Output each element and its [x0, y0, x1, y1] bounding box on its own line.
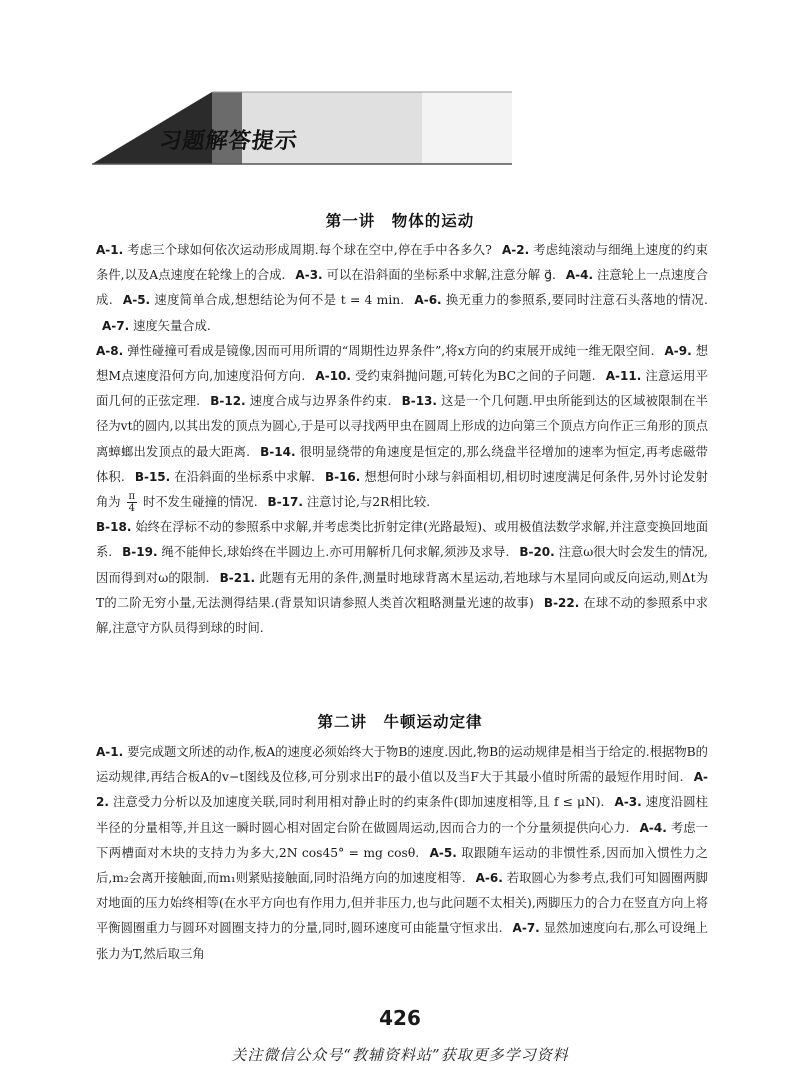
- chapter-title: 习题解答提示: [157, 129, 300, 154]
- item-label: A-6.: [414, 293, 442, 308]
- item-label: B-16.: [324, 469, 361, 484]
- item-label: B-17.: [267, 495, 303, 510]
- item-text: 速度矢量合成.: [133, 318, 211, 333]
- item-label: B-15.: [134, 469, 171, 484]
- item-text: 换无重力的参照系,要同时注意石头落地的情况.: [445, 293, 708, 308]
- item-label: A-2.: [96, 770, 708, 810]
- item-text: 取跟随车运动的非惯性系,因而加入惯性力之后,m₂会离开接触面,而m₁则紧贴接触面,同时沿绳方向的加速度相等.: [96, 845, 708, 886]
- item-label: A-8.: [96, 343, 124, 358]
- section-1-title: 第一讲 物体的运动: [325, 212, 475, 230]
- item-text: 注意ω很大时会发生的情况,因而得到对ω的限制.: [96, 545, 708, 585]
- item-label: A-7.: [102, 318, 130, 333]
- item-label: B-20.: [519, 545, 555, 560]
- item-label: A-3.: [614, 795, 642, 810]
- item-label: B-14.: [260, 444, 296, 459]
- item-text: 始终在浮标不动的参照系中求解,并考虑类比折射定律(光路最短)、或用极值法数学求解,并注意变换回地面系.: [96, 520, 708, 560]
- item-text: 速度沿圆柱半径的分量相等,并且这一瞬时圆心相对固定台阶在做圆周运动,因而合力的一个分量须提供向心力.: [96, 795, 708, 835]
- item-text: 显然加速度向右,那么可设绳上张力为T,然后取三角: [96, 921, 708, 961]
- item-label: A-6.: [475, 871, 503, 886]
- item-text: 可以在沿斜面的坐标系中求解,注意分解 g⃗.: [326, 268, 556, 283]
- item-label: A-2.: [501, 243, 530, 257]
- fraction-numerator: π: [128, 491, 136, 503]
- item-text: 速度简单合成,想想结论为何不是 t = 4 min.: [154, 293, 405, 308]
- item-label: B-22.: [543, 595, 580, 610]
- chapter-banner: [92, 88, 512, 168]
- item-text: 考虑纯滚动与细绳上速度的约束条件,以及A点速度在轮缘上的合成.: [96, 243, 708, 283]
- section-1-body: [96, 238, 708, 641]
- section-1-paragraph: [96, 238, 708, 641]
- item-text: 时不发生碰撞的情况.: [143, 495, 258, 510]
- item-label: A-4.: [639, 820, 667, 835]
- item-text: 在球不动的参照系中求解,注意守方队员得到球的时间.: [96, 595, 708, 636]
- item-text: 注意受力分析以及加速度关联,同时利用相对静止时的约束条件(即加速度相等,且 f ≤ μN).: [113, 795, 605, 810]
- item-label: B-21.: [219, 570, 256, 585]
- item-text: 想想何时小球与斜面相切,相切时速度满足何条件,另外讨论发射角为: [96, 469, 708, 510]
- item-label: A-1.: [96, 745, 124, 759]
- item-label: B-12.: [210, 394, 246, 409]
- page-number: 426: [379, 1006, 421, 1030]
- item-text: 若取圆心为参考点,我们可知圆圈两脚对地面的压力始终相等(在水平方向也有作用力,但并非压力,也与此问题不太相关),两脚压力的合力在竖直方向上将平衡圆圈重力与圆环对圆圈支持力的分量,同时,圆环速度可由能量守恒求出.: [96, 871, 708, 936]
- item-label: A-9.: [664, 343, 692, 358]
- item-label: A-11.: [605, 369, 642, 384]
- banner-graphic: [92, 88, 512, 168]
- section-2-paragraph: [96, 740, 708, 967]
- item-text: 这是一个几何题.甲虫所能到达的区域被限制在半径为vt的圆内,以其出发的顶点为圆心,于是可以寻找两甲虫在圆周上形成的边向第三个顶点方向作正三角形的顶点离蟑螂出发顶点的最大距离.: [96, 394, 708, 459]
- item-label: A-5.: [429, 845, 457, 860]
- item-text: 在沿斜面的坐标系中求解.: [174, 469, 315, 484]
- fraction-denominator: 4: [128, 503, 135, 515]
- item-label: B-13.: [401, 394, 437, 409]
- footer-note: 关注微信公众号“教辅资料站”获取更多学习资料: [231, 1046, 569, 1064]
- fraction-pi-over-4: [127, 491, 138, 514]
- item-label: A-3.: [295, 268, 323, 283]
- item-text: 弹性碰撞可看成是镜像,因而可用所谓的“周期性边界条件”,将x方向的约束展开成纯一维无限空间.: [127, 343, 655, 358]
- section-2-title: 第二讲 牛顿运动定律: [317, 713, 483, 731]
- item-text: 考虑一下两槽面对木块的支持力为多大,2N cos45° = mg cosθ.: [96, 820, 708, 860]
- item-text: 考虑三个球如何依次运动形成周期.每个球在空中,停在手中各多久?: [127, 243, 492, 257]
- item-text: 注意讨论,与2R相比较.: [306, 495, 431, 510]
- item-text: 要完成题文所述的动作,板A的速度必须始终大于物B的速度.因此,物B的运动规律是相当于给定的.根据物B的运动规律,再结合板A的v−t图线及位移,可分别求出F的最小值以及当F大于其最小值时所需的最短作用时间.: [96, 745, 708, 785]
- item-label: A-7.: [512, 921, 540, 936]
- item-label: A-5.: [122, 293, 151, 308]
- item-label: B-18.: [96, 520, 132, 535]
- item-text: 想想M点速度沿何方向,加速度沿何方向.: [96, 343, 708, 384]
- item-label: B-19.: [122, 545, 158, 560]
- item-text: 速度合成与边界条件约束.: [249, 394, 392, 409]
- item-text: 此题有无用的条件,测量时地球背离木星运动,若地球与木星同向或反向运动,则Δt为T的二阶无穷小量,无法测得结果.(背景知识请参照人类首次粗略测量光速的故事): [96, 570, 708, 610]
- item-label: A-10.: [315, 369, 351, 384]
- item-label: A-1.: [96, 243, 124, 257]
- item-label: A-4.: [565, 268, 594, 283]
- item-text: 绳不能伸长,球始终在半圆边上.亦可用解析几何求解,须涉及求导.: [161, 545, 510, 560]
- item-text: 很明显绕带的角速度是恒定的,那么绕盘半径增加的速率为恒定,再考虑磁带体积.: [96, 444, 708, 484]
- section-2-body: [96, 740, 708, 967]
- item-text: 受约束斜抛问题,可转化为BC之间的子问题.: [355, 369, 596, 384]
- item-text: 注意轮上一点速度合成.: [96, 268, 708, 308]
- item-text: 注意运用平面几何的正弦定理.: [96, 369, 708, 409]
